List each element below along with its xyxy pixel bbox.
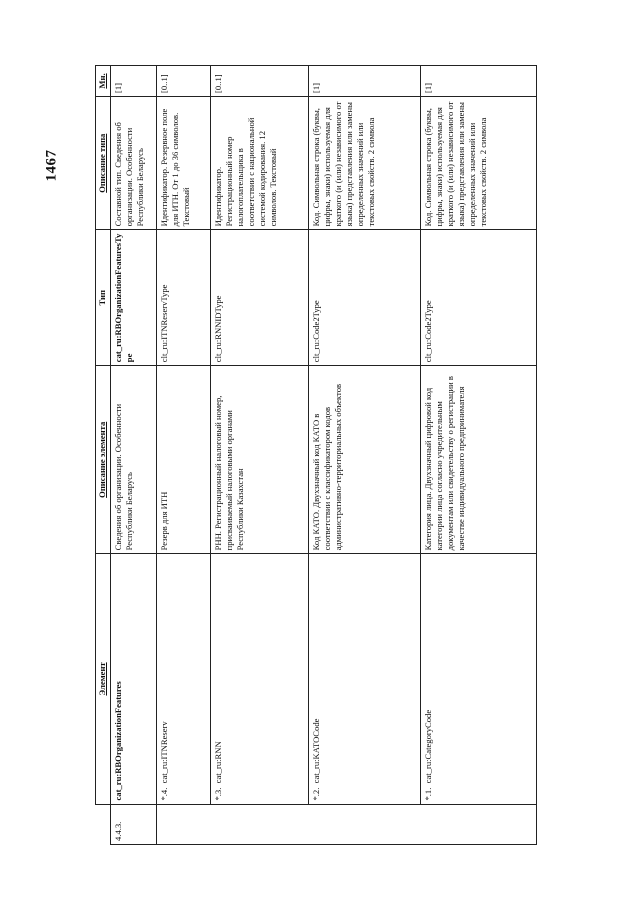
header-element: Элемент <box>96 554 111 804</box>
cell-multiplicity: [1] <box>421 66 537 97</box>
header-num <box>96 804 111 844</box>
header-type: Тип <box>96 230 111 366</box>
cell-description: Сведения об организации. Особенности Республики Беларусь <box>111 366 157 554</box>
cell-multiplicity: [0..1] <box>157 66 211 97</box>
header-multiplicity: Мн. <box>96 66 111 97</box>
table-row <box>421 66 537 845</box>
cell-element: cat_ru:RBOrganizationFeatures <box>111 554 157 804</box>
table-row-section <box>111 66 157 845</box>
cell-type: clt_ru:Code2Type <box>309 230 421 366</box>
table-row <box>157 66 211 845</box>
cell-type-description: Код. Символьная строка (буквы, цифры, знаки) используемая для краткого (и (или) независимого от языка) представления или замены определенных значений или текстовых свойств. 2 символа <box>309 97 421 230</box>
cell-indent <box>211 804 309 844</box>
cell-type: clt_ru:ITNReservType <box>157 230 211 366</box>
cell-type-description: Идентификатор. Резервное поле для ИТН. От 1 до 36 символов. Текстовый <box>157 97 211 230</box>
cell-description: РНН. Регистрационный налоговый номер, присваиваемый налоговыми органами Республики Казахстан <box>211 366 309 554</box>
cell-element: *.4. cat_ru:ITNReserv <box>157 554 211 804</box>
table-row <box>211 66 309 845</box>
cell-description: Код КАТО. Двухзначный код КАТО в соответствии с классификатором кодов административно-территориальных объектов <box>309 366 421 554</box>
header-type-description: Описание типа <box>96 97 111 230</box>
header-element-description: Описание элемента <box>96 366 111 554</box>
cell-element: *.2. cat_ru:KATOCode <box>309 554 421 804</box>
table-header-row <box>96 66 111 845</box>
cell-multiplicity: [1] <box>111 66 157 97</box>
cell-type-description: Идентификатор. Регистрационный номер налогоплательщика в соответствии с национальной системой кодирования. 12 символов. Текстовый <box>211 97 309 230</box>
cell-type: cat_ru:RBOrganizationFeaturesType <box>111 230 157 366</box>
cell-element: *.1. cat_ru:CategoryCode <box>421 554 537 804</box>
rotated-table-container <box>95 65 543 845</box>
cell-description: Резерв для ИТН <box>157 366 211 554</box>
cell-element: *.3. cat_ru:RNN <box>211 554 309 804</box>
page-number: 1467 <box>43 149 60 182</box>
cell-type: clt_ru:Code2Type <box>421 230 537 366</box>
cell-type: clt_ru:RNNIDType <box>211 230 309 366</box>
cell-multiplicity: [1] <box>309 66 421 97</box>
cell-type-description: Составной тип. Сведения об организации. Особенности Республики Беларусь <box>111 97 157 230</box>
cell-indent <box>421 804 537 844</box>
cell-multiplicity: [0..1] <box>211 66 309 97</box>
specification-table <box>95 65 537 845</box>
cell-type-description: Код. Символьная строка (буквы, цифры, знаки) используемая для краткого (и (или) независимого от языка) представления или замены определенных значений или текстовых свойств. 2 символа <box>421 97 537 230</box>
cell-indent <box>309 804 421 844</box>
table-row <box>309 66 421 845</box>
cell-num: 4.4.3. <box>111 804 157 844</box>
cell-indent <box>157 804 211 844</box>
cell-description: Категория лица. Двухзначный цифровой код категории лица согласно учредительным документам или свидетельству о регистрации в качестве индивидуального предпринимателя <box>421 366 537 554</box>
